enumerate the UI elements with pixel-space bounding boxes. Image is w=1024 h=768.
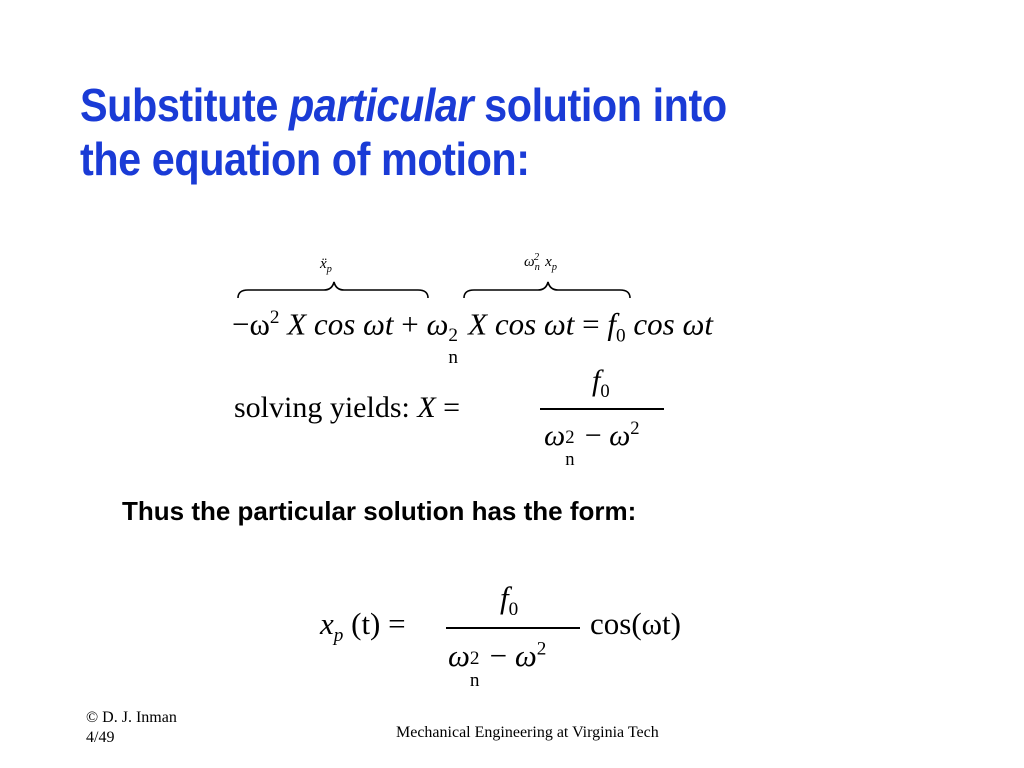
copyright: © D. J. Inman: [86, 709, 177, 726]
footer-institution: Mechanical Engineering at Virginia Tech: [396, 724, 659, 741]
brace-label-left: ẍ$_p$: [320, 256, 332, 275]
title-part2: solution into: [473, 79, 727, 131]
footer-left: [86, 708, 177, 748]
title-emphasis: particular: [288, 79, 474, 131]
title-line2: the equation of motion:: [80, 133, 530, 185]
eq3-rhs: cos(ωt): [590, 606, 681, 641]
brace-label-right: $\omega_n^2$ $x_p$: [524, 252, 558, 273]
eq3-lhs: $x_p$ (t) =: [320, 606, 406, 647]
title-part1: Substitute: [80, 79, 289, 131]
slide-title: [80, 78, 872, 186]
overbraces: [232, 250, 652, 302]
page-number: 4/49: [86, 729, 115, 746]
eq2-denominator: ω 2 n − $\omega^2$: [544, 418, 640, 470]
eq2-numerator: $f_0$: [592, 364, 610, 402]
overbrace-right: [464, 282, 630, 298]
eq2-fraction-bar: [540, 408, 664, 410]
solving-yields-label: solving yields: X =: [234, 391, 461, 424]
equation-of-motion: $-\omega^2$ X cos ωt + ω 2 n X $\cos \omega t = f_0$ cos ωt: [232, 306, 713, 369]
eq3-numerator: $f_0$: [500, 580, 519, 621]
overbrace-left: [238, 282, 428, 298]
eq3-fraction-bar: [446, 627, 580, 629]
eq3-denominator: ω 2 n − $\omega^2$: [448, 638, 547, 691]
subheading: Thus the particular solution has the form:: [122, 496, 637, 526]
